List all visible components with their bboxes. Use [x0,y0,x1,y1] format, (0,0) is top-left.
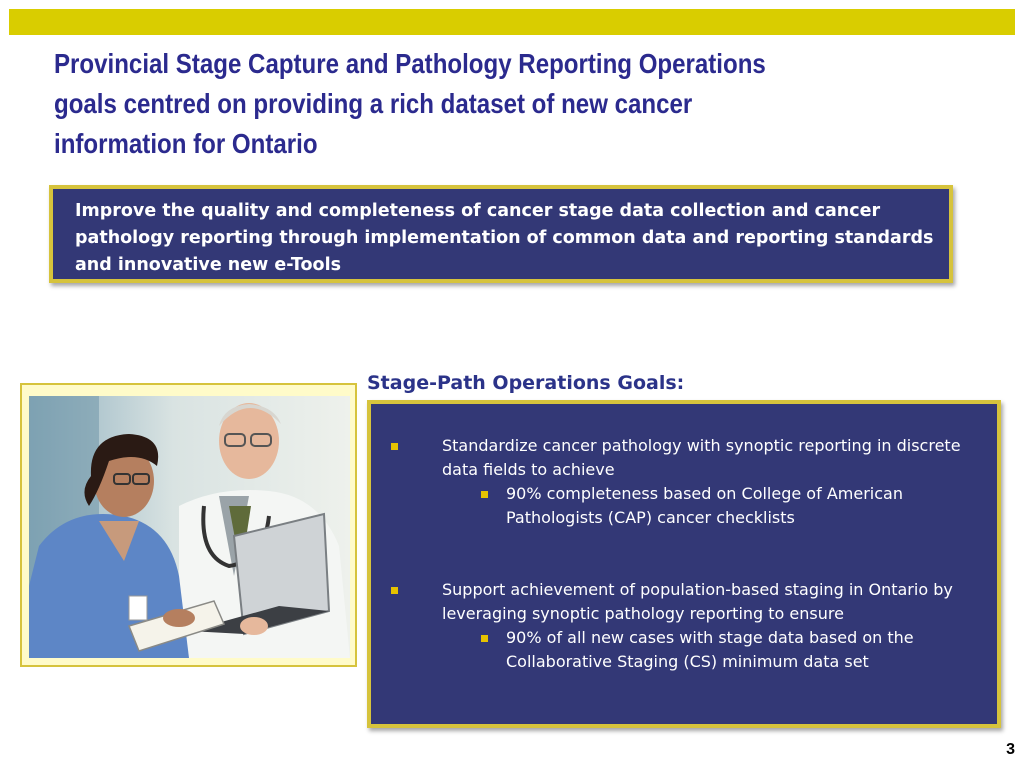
square-bullet-icon [481,491,488,498]
goal-item-1-text: Standardize cancer pathology with synoptic reporting in discrete data fields to achieve [442,436,961,479]
square-bullet-icon [481,635,488,642]
title-line-1: Provincial Stage Capture and Pathology Reporting Operations [54,48,766,79]
objective-banner [49,185,953,283]
title-line-3: information for Ontario [54,128,318,159]
objective-text: Improve the quality and completeness of cancer stage data collection and cancer pathology reporting through implementation of common data and reporting standards and innovative new e-Tools [75,201,934,275]
top-accent-bar [9,9,1015,35]
doctors-photo-illustration [29,396,350,658]
title-line-2: goals centred on providing a rich dataset of new cancer [54,88,693,119]
square-bullet-icon [391,587,398,594]
doctors-photo [29,396,350,658]
goal-item-2-text: Support achievement of population-based staging in Ontario by leveraging synoptic pathology reporting to ensure [442,580,953,623]
goals-heading: Stage-Path Operations Goals: [367,372,685,394]
goals-box [367,400,1001,728]
photo-frame [20,383,357,667]
page-number: 3 [1006,741,1015,758]
goal-subitem-2-text: 90% of all new cases with stage data based on the Collaborative Staging (CS) minimum data set [506,628,914,671]
slide-title [54,44,794,164]
goal-subitem-1-text: 90% completeness based on College of American Pathologists (CAP) cancer checklists [506,484,903,527]
square-bullet-icon [391,443,398,450]
